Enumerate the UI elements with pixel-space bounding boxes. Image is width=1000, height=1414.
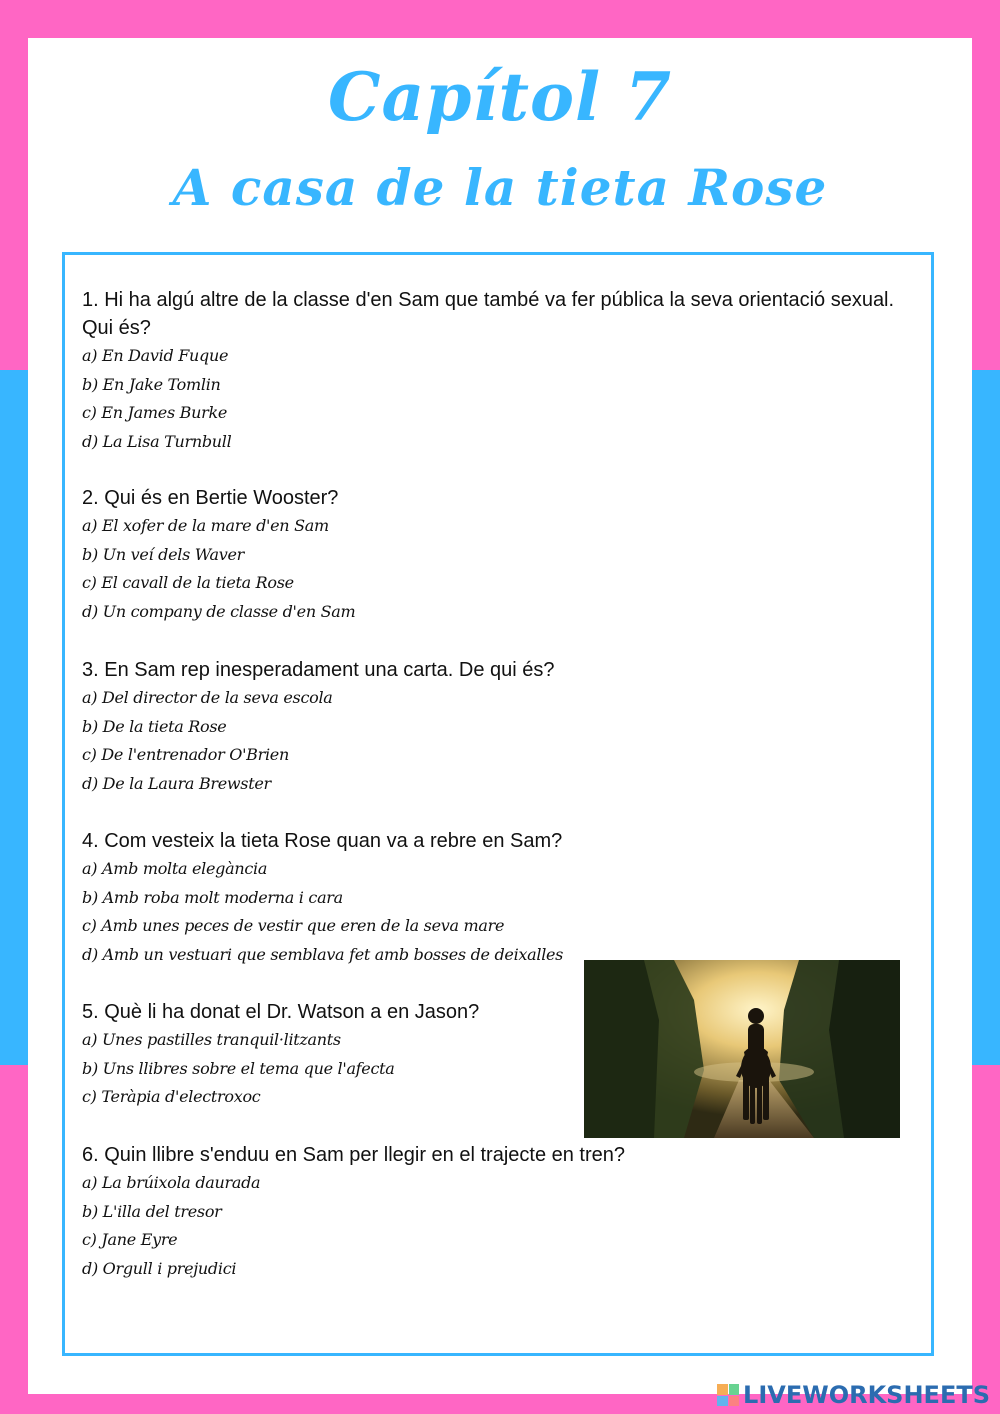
question-3 (82, 656, 902, 798)
chapter-title: Capítol 7 (328, 58, 672, 136)
question-2-option-b[interactable]: b) Un veí dels Waver (82, 544, 245, 564)
question-4-option-d[interactable]: d) Amb un vestuari que semblava fet amb bosses de deixalles (82, 944, 564, 964)
question-4 (82, 827, 902, 969)
question-1-text: 1. Hi ha algú altre de la classe d'en Sam que també va fer pública la seva orientació sexual. Qui és? (82, 289, 895, 339)
question-6 (82, 1141, 902, 1283)
question-2-option-c[interactable]: c) El cavall de la tieta Rose (82, 573, 294, 592)
question-1-option-c[interactable]: c) En James Burke (82, 403, 228, 422)
chapter-subtitle: A casa de la tieta Rose (172, 158, 828, 217)
question-3-text: 3. En Sam rep inesperadament una carta. De qui és? (82, 659, 555, 681)
question-4-option-b[interactable]: b) Amb roba molt moderna i cara (82, 887, 343, 907)
liveworksheets-logo (717, 1380, 990, 1410)
question-2-text: 2. Qui és en Bertie Wooster? (82, 487, 339, 509)
horse-rider-photo (584, 960, 900, 1138)
question-5 (82, 998, 572, 1112)
logo-text: LIVEWORKSHEETS (743, 1381, 990, 1409)
question-5-option-c[interactable]: c) Teràpia d'electroxoc (82, 1087, 261, 1106)
question-2-option-a[interactable]: a) El xofer de la mare d'en Sam (82, 516, 329, 535)
question-6-option-b[interactable]: b) L'illa del tresor (82, 1201, 222, 1221)
question-3-option-d[interactable]: d) De la Laura Brewster (82, 773, 271, 793)
logo-mark-icon (717, 1384, 739, 1406)
question-2 (82, 484, 902, 626)
question-5-option-b[interactable]: b) Uns llibres sobre el tema que l'afecta (82, 1058, 395, 1078)
question-3-option-c[interactable]: c) De l'entrenador O'Brien (82, 745, 289, 764)
question-5-option-a[interactable]: a) Unes pastilles tranquil·litzants (82, 1030, 341, 1049)
question-5-text: 5. Què li ha donat el Dr. Watson a en Jason? (82, 1001, 480, 1023)
question-4-option-a[interactable]: a) Amb molta elegància (82, 859, 268, 878)
question-1-option-d[interactable]: d) La Lisa Turnbull (82, 431, 232, 451)
question-6-option-c[interactable]: c) Jane Eyre (82, 1230, 178, 1249)
question-3-option-b[interactable]: b) De la tieta Rose (82, 716, 227, 736)
question-4-text: 4. Com vesteix la tieta Rose quan va a rebre en Sam? (82, 830, 563, 852)
question-3-option-a[interactable]: a) Del director de la seva escola (82, 688, 333, 707)
question-2-option-d[interactable]: d) Un company de classe d'en Sam (82, 601, 356, 621)
question-6-option-a[interactable]: a) La brúixola daurada (82, 1173, 261, 1192)
question-1 (82, 286, 902, 456)
question-6-option-d[interactable]: d) Orgull i prejudici (82, 1258, 237, 1278)
question-6-text: 6. Quin llibre s'enduu en Sam per llegir en el trajecte en tren? (82, 1144, 626, 1166)
question-4-option-c[interactable]: c) Amb unes peces de vestir que eren de la seva mare (82, 916, 505, 935)
question-1-option-a[interactable]: a) En David Fuque (82, 346, 229, 365)
question-1-option-b[interactable]: b) En Jake Tomlin (82, 374, 221, 394)
